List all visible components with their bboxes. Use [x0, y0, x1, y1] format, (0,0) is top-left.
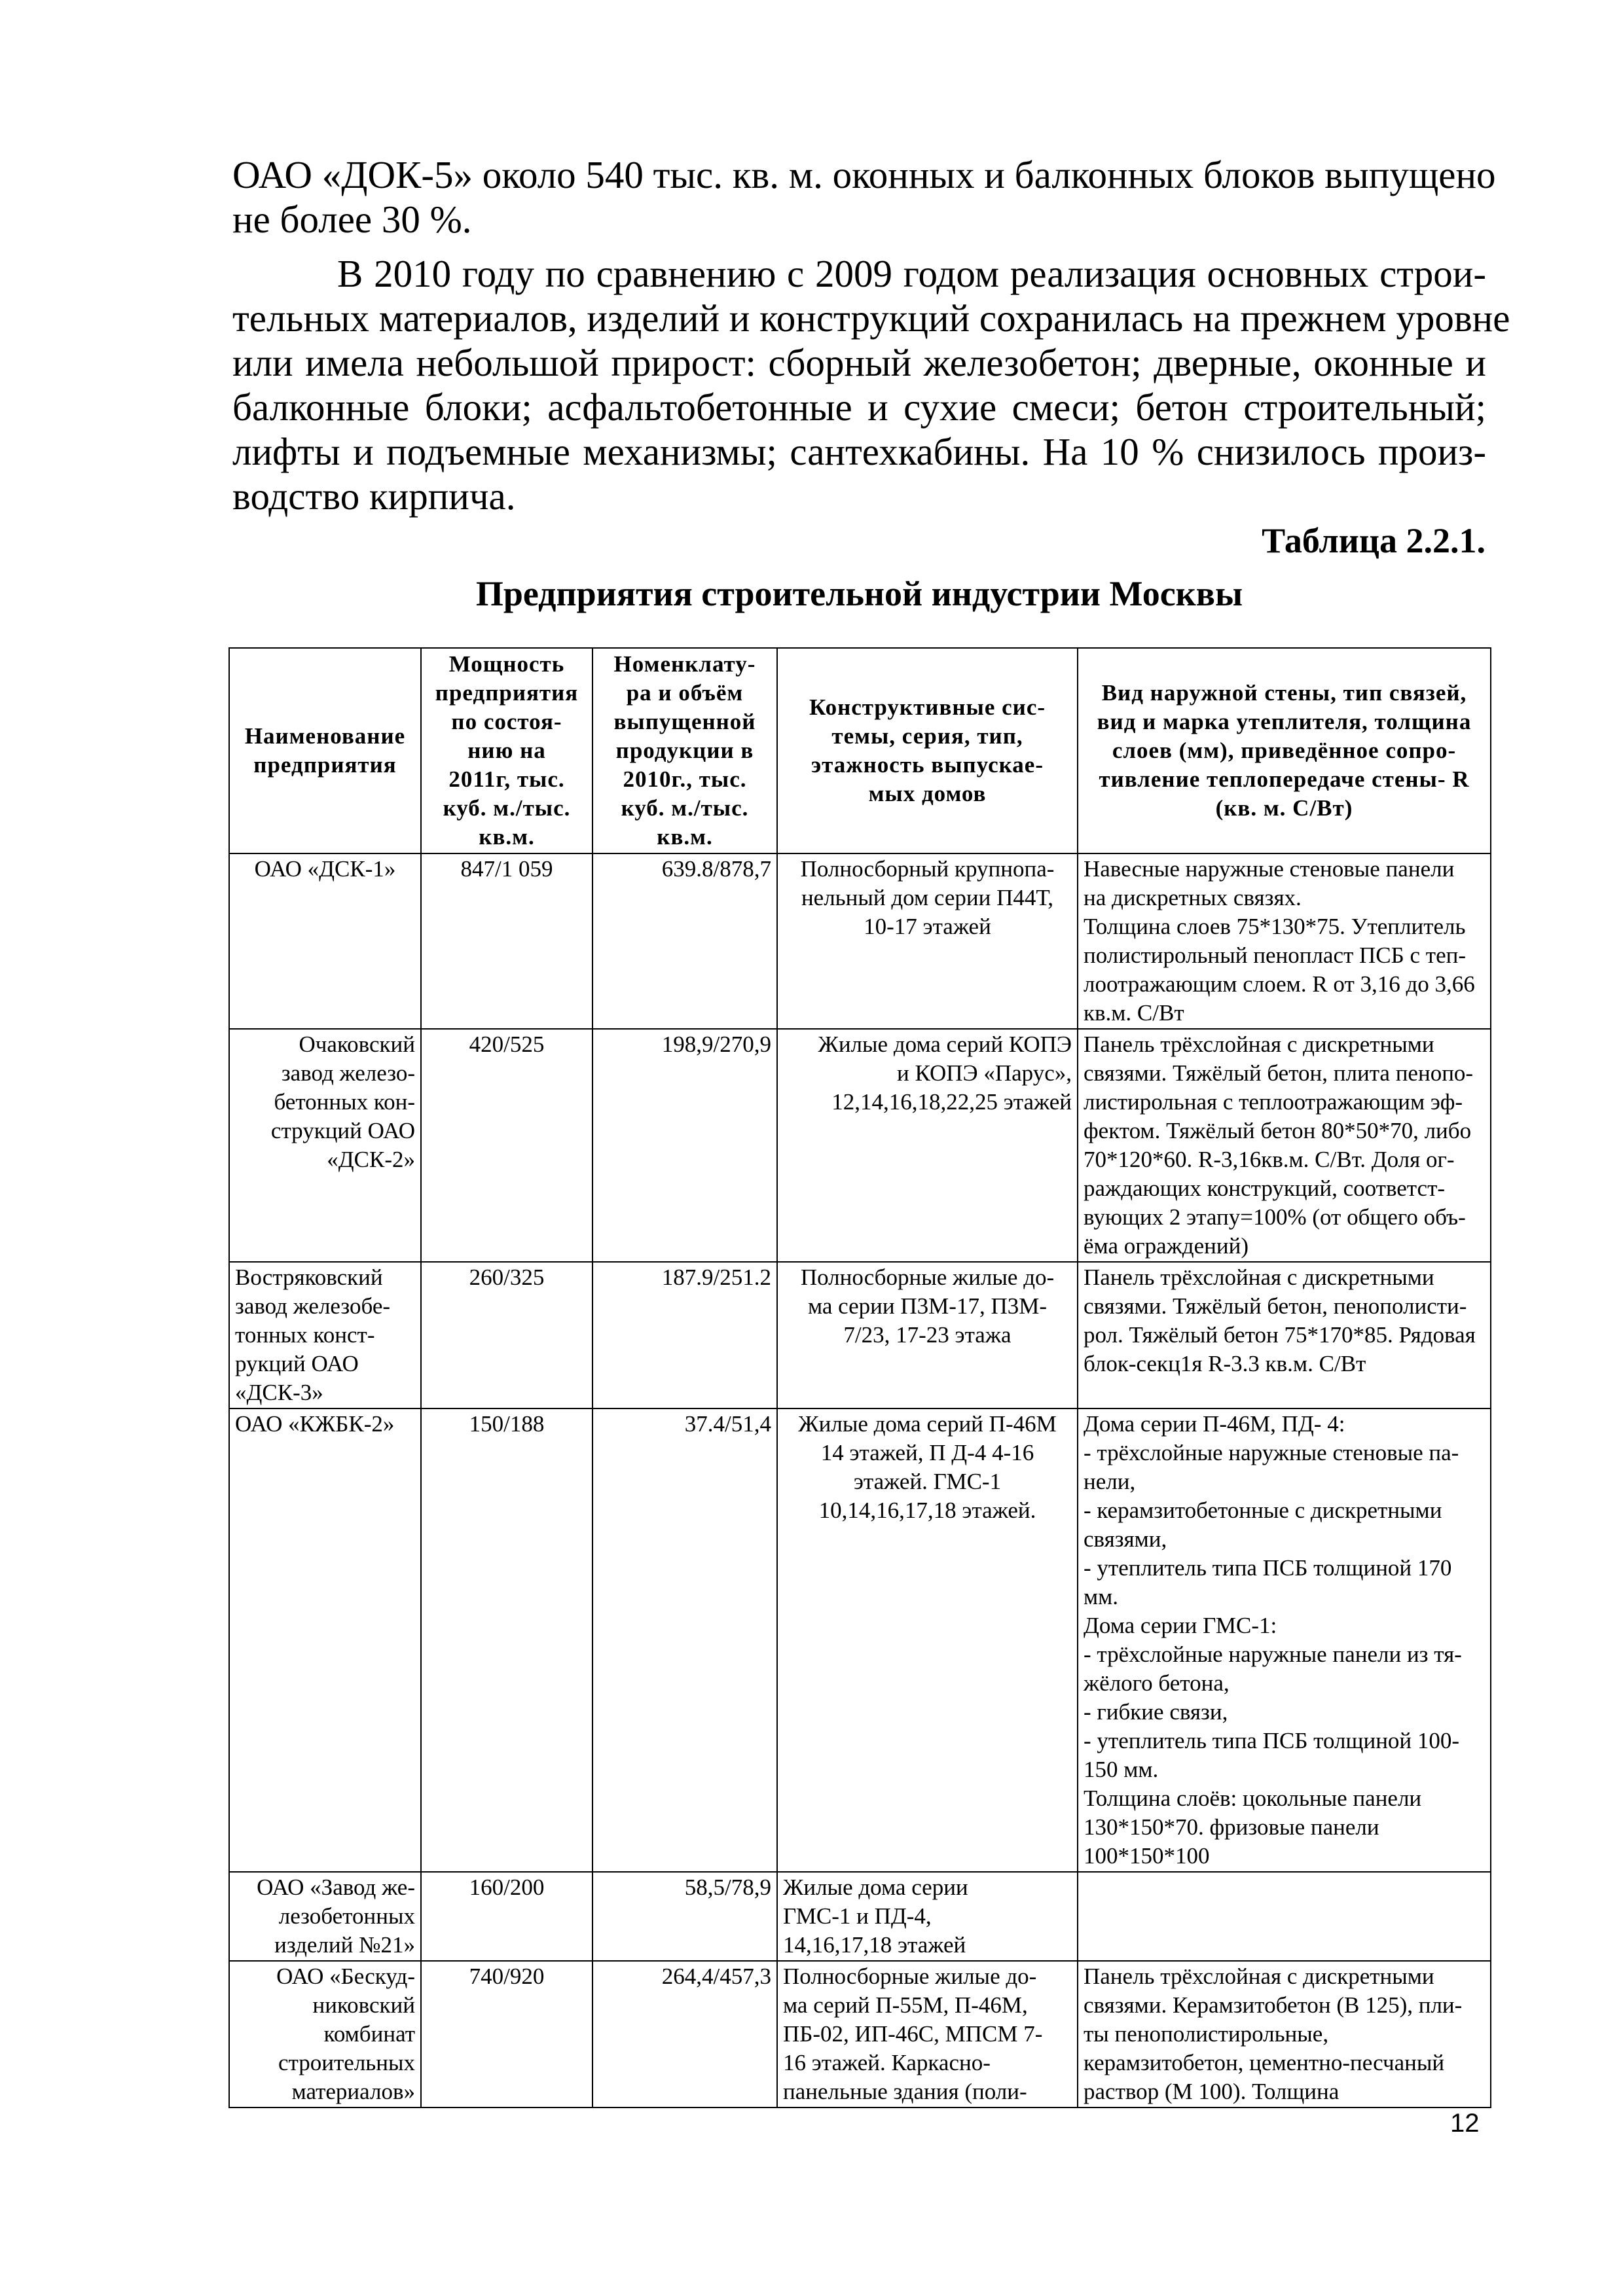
- paragraph-line: тельных материалов, изделий и конструкций сохранилась на прежнем уровне: [232, 296, 1510, 340]
- table-row: [229, 853, 1491, 1029]
- table-header-row: [229, 648, 1491, 853]
- header-output: Номенклату- ра и объём выпущенной продукции в 2010г., тыс. куб. м./тыс. кв.м.: [593, 648, 777, 853]
- table-row: [229, 1262, 1491, 1408]
- cell-system: Полносборные жилые до- ма серий П-55М, П-46М, ПБ-02, ИП-46С, МПСМ 7- 16 этажей. Каркасно- панельные здания (поли-: [777, 1961, 1078, 2108]
- cell-output: 198,9/270,9: [593, 1029, 777, 1262]
- cell-system: Жилые дома серий КОПЭ и КОПЭ «Парус», 12,14,16,18,22,25 этажей: [777, 1029, 1078, 1262]
- cell-wall: Панель трёхслойная с дискретными связями. Тяжёлый бетон, пенополисти- рол. Тяжёлый бетон 75*170*85. Рядовая блок-секц1я R-3.3 кв.м. С/Вт: [1078, 1262, 1491, 1408]
- cell-name: Востряковский завод железобе- тонных конст- рукций ОАО «ДСК-3»: [229, 1262, 421, 1408]
- header-wall: Вид наружной стены, тип связей, вид и марка утеплителя, толщина слоев (мм), приведённое сопро- тивление теплопередаче стены- R (кв. м. С/Вт): [1078, 648, 1491, 853]
- cell-name: ОАО «Завод же- лезобетонных изделий №21»: [229, 1872, 421, 1961]
- paragraph-2: [232, 251, 1510, 518]
- header-capacity: Мощность предприятия по состоя- нию на 2011г, тыс. куб. м./тыс. кв.м.: [421, 648, 593, 853]
- table-row: [229, 1408, 1491, 1872]
- cell-output: 58,5/78,9: [593, 1872, 777, 1961]
- cell-name: ОАО «ДСК-1»: [229, 853, 421, 1029]
- cell-name: ОАО «КЖБК-2»: [229, 1408, 421, 1872]
- cell-capacity: 847/1 059: [421, 853, 593, 1029]
- cell-wall: [1078, 1872, 1491, 1961]
- cell-output: 264,4/457,3: [593, 1961, 777, 2108]
- cell-wall: Панель трёхслойная с дискретными связями. Тяжёлый бетон, плита пенопо- листирольная с теплоотражающим эф- фектом. Тяжёлый бетон 80*50*70, либо 70*120*60. R-3,16кв.м. С/Вт. Доля ог- раждающих конструкций, соответст- вующих 2 этапу=100% (от общего объ- ёма ограждений): [1078, 1029, 1491, 1262]
- cell-wall: Навесные наружные стеновые панели на дискретных связях. Толщина слоев 75*130*75. Утеплитель полистирольный пенопласт ПСБ с теп- лоотражающим слоем. R от 3,16 до 3,66 кв.м. С/Вт: [1078, 853, 1491, 1029]
- enterprises-table: [228, 647, 1491, 2108]
- cell-output: 37.4/51,4: [593, 1408, 777, 1872]
- paragraph-line: В 2010 году по сравнению с 2009 годом реализация основных строи-: [337, 252, 1486, 295]
- page-number: 12: [1450, 2109, 1480, 2138]
- paragraph-line: водство кирпича.: [232, 475, 516, 518]
- cell-system: Полносборные жилые до- ма серии П3М-17, П3М- 7/23, 17-23 этажа: [777, 1262, 1078, 1408]
- table-row: [229, 1029, 1491, 1262]
- paragraph-line: ОАО «ДОК-5» около 540 тыс. кв. м. оконных и балконных блоков выпущено: [232, 153, 1496, 196]
- cell-capacity: 420/525: [421, 1029, 593, 1262]
- cell-capacity: 160/200: [421, 1872, 593, 1961]
- cell-capacity: 150/188: [421, 1408, 593, 1872]
- table-row: [229, 1961, 1491, 2108]
- cell-name: ОАО «Бескуд- никовский комбинат строительных материалов»: [229, 1961, 421, 2108]
- table-row: [229, 1872, 1491, 1961]
- paragraph-line: балконные блоки; асфальтобетонные и сухие смеси; бетон строительный;: [232, 386, 1486, 429]
- cell-output: 639.8/878,7: [593, 853, 777, 1029]
- paragraph-line: или имела небольшой прирост: сборный железобетон; дверные, оконные и: [232, 341, 1486, 384]
- cell-capacity: 740/920: [421, 1961, 593, 2108]
- cell-system: Полносборный крупнопа- нельный дом серии П44Т, 10-17 этажей: [777, 853, 1078, 1029]
- cell-system: Жилые дома серии ГМС-1 и ПД-4, 14,16,17,18 этажей: [777, 1872, 1078, 1961]
- header-name: Наименование предприятия: [229, 648, 421, 853]
- cell-wall: Дома серии П-46М, ПД- 4: - трёхслойные наружные стеновые па- нели, - керамзитобетонные с дискретными связями, - утеплитель типа ПСБ толщиной 170 мм. Дома серии ГМС-1: - трёхслойные наружные панели из тя- жёлого бетона, - гибкие связи, - утеплитель типа ПСБ толщиной 100- 150 мм. Толщина слоёв: цокольные панели 130*150*70. фризовые панели 100*150*100: [1078, 1408, 1491, 1872]
- header-system: Конструктивные сис- темы, серия, тип, этажность выпускае- мых домов: [777, 648, 1078, 853]
- paragraph-line: лифты и подъемные механизмы; сантехкабины. На 10 % снизилось произ-: [232, 430, 1486, 473]
- cell-output: 187.9/251.2: [593, 1262, 777, 1408]
- paragraph-1: [232, 152, 1496, 242]
- cell-name: Очаковский завод железо- бетонных кон- струкций ОАО «ДСК-2»: [229, 1029, 421, 1262]
- table-title: Предприятия строительной индустрии Москвы: [475, 574, 1243, 613]
- paragraph-line: не более 30 %.: [232, 198, 472, 241]
- cell-system: Жилые дома серий П-46М 14 этажей, П Д-4 4-16 этажей. ГМС-1 10,14,16,17,18 этажей.: [777, 1408, 1078, 1872]
- table-label: Таблица 2.2.1.: [1262, 521, 1486, 560]
- cell-wall: Панель трёхслойная с дискретными связями. Керамзитобетон (В 125), пли- ты пенополистирольные, керамзитобетон, цементно-песчаный раствор (М 100). Толщина: [1078, 1961, 1491, 2108]
- cell-capacity: 260/325: [421, 1262, 593, 1408]
